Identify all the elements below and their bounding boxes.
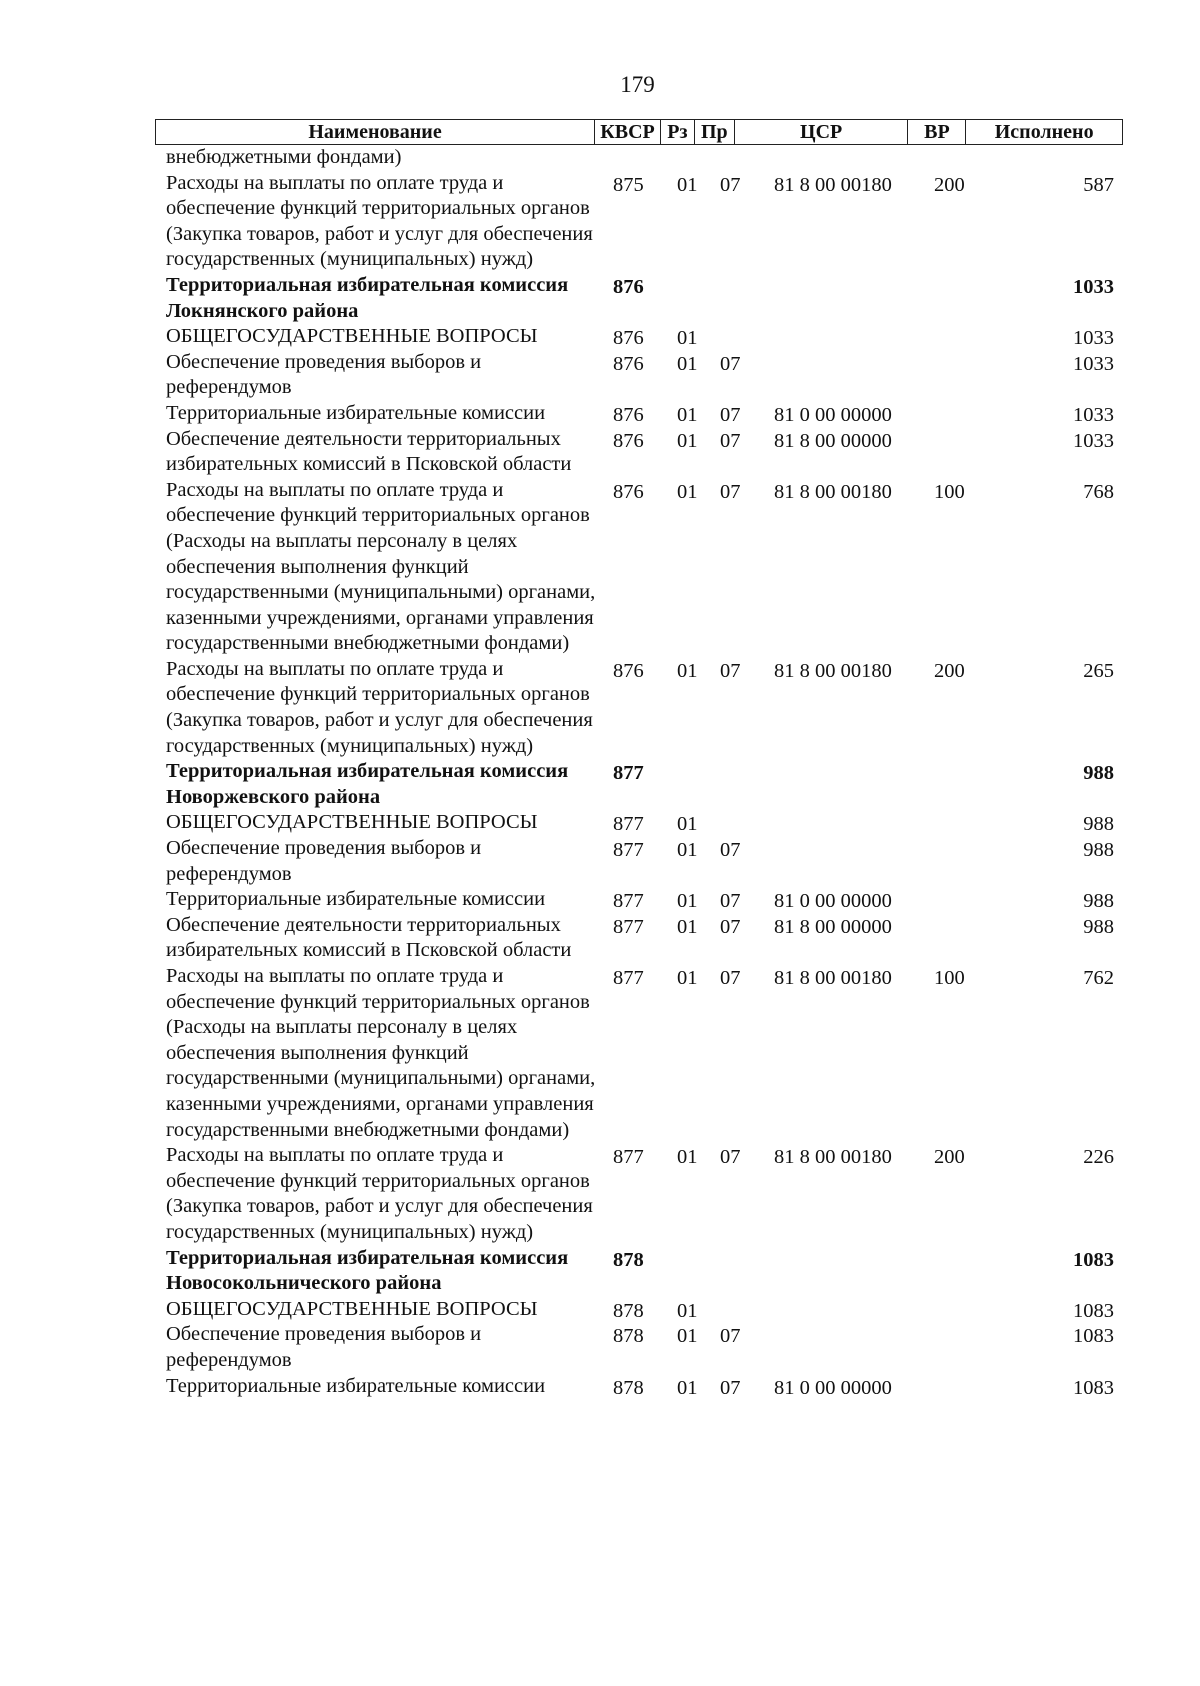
cell-rz: 01 bbox=[677, 890, 698, 913]
cell-rz: 01 bbox=[677, 327, 698, 350]
table-row bbox=[166, 273, 1114, 324]
cell-ispolneno: 988 bbox=[1083, 813, 1114, 836]
cell-csr: 81 8 00 00180 bbox=[774, 659, 892, 682]
cell-pr: 07 bbox=[720, 1325, 741, 1348]
cell-name: Территориальная избирательная комиссия Новоржевского района bbox=[166, 760, 569, 808]
cell-ispolneno: 988 bbox=[1083, 890, 1114, 913]
table-row bbox=[166, 427, 1114, 478]
table-row bbox=[166, 145, 1114, 171]
cell-ispolneno: 1033 bbox=[1073, 429, 1114, 452]
table-body bbox=[166, 145, 1114, 1399]
cell-rz: 01 bbox=[677, 1376, 698, 1399]
cell-ispolneno: 1033 bbox=[1073, 275, 1114, 298]
cell-kvsr: 877 bbox=[613, 762, 644, 785]
cell-name: Расходы на выплаты по оплате труда и обеспечение функций территориальных органов (Закупка товаров, работ и услуг для обеспечения государственных (муниципальных) нужд) bbox=[166, 1144, 593, 1243]
cell-name: Территориальная избирательная комиссия Новосокольнического района bbox=[166, 1246, 569, 1295]
header-rz: Рз bbox=[661, 120, 695, 144]
cell-ispolneno: 1083 bbox=[1073, 1376, 1114, 1399]
cell-name: ОБЩЕГОСУДАРСТВЕННЫЕ ВОПРОСЫ bbox=[166, 325, 538, 348]
cell-pr: 07 bbox=[720, 480, 741, 503]
cell-csr: 81 0 00 00000 bbox=[774, 403, 892, 426]
page-number: 179 bbox=[620, 72, 655, 97]
cell-name: Расходы на выплаты по оплате труда и обеспечение функций территориальных органов (Закупка товаров, работ и услуг для обеспечения государственных (муниципальных) нужд) bbox=[166, 171, 593, 271]
cell-ispolneno: 1033 bbox=[1073, 327, 1114, 350]
cell-rz: 01 bbox=[677, 967, 698, 989]
table-row bbox=[166, 1143, 1114, 1245]
cell-rz: 01 bbox=[677, 403, 698, 426]
cell-name: Расходы на выплаты по оплате труда и обеспечение функций территориальных органов (Закупка товаров, работ и услуг для обеспечения государственных (муниципальных) нужд) bbox=[166, 657, 593, 757]
cell-rz: 01 bbox=[677, 173, 698, 196]
header-pr: Пр bbox=[695, 120, 735, 144]
table-header bbox=[155, 119, 1123, 145]
cell-ispolneno: 988 bbox=[1083, 915, 1114, 938]
cell-pr: 07 bbox=[720, 352, 741, 375]
cell-rz: 01 bbox=[677, 352, 698, 375]
cell-rz: 01 bbox=[677, 659, 698, 682]
cell-kvsr: 878 bbox=[613, 1299, 644, 1322]
cell-csr: 81 8 00 00180 bbox=[774, 173, 892, 196]
cell-rz: 01 bbox=[677, 1325, 698, 1348]
cell-rz: 01 bbox=[677, 429, 698, 452]
cell-csr: 81 0 00 00000 bbox=[774, 890, 892, 913]
cell-kvsr: 877 bbox=[613, 890, 644, 913]
table-row bbox=[166, 478, 1114, 657]
header-name: Наименование bbox=[156, 120, 595, 144]
cell-name: Обеспечение проведения выборов и референдумов bbox=[166, 1323, 482, 1371]
cell-name: Обеспечение проведения выборов и референдумов bbox=[166, 350, 482, 399]
cell-rz: 01 bbox=[677, 839, 698, 862]
cell-kvsr: 876 bbox=[613, 275, 644, 298]
cell-ispolneno: 1033 bbox=[1073, 352, 1114, 375]
table-row bbox=[166, 887, 1114, 913]
cell-name: ОБЩЕГОСУДАРСТВЕННЫЕ ВОПРОСЫ bbox=[166, 811, 538, 834]
cell-kvsr: 877 bbox=[613, 967, 644, 989]
cell-ispolneno: 1083 bbox=[1073, 1299, 1114, 1322]
table-row bbox=[166, 1246, 1114, 1297]
cell-ispolneno: 1083 bbox=[1073, 1248, 1114, 1271]
cell-kvsr: 876 bbox=[613, 429, 644, 452]
table-row bbox=[166, 913, 1114, 964]
table-row bbox=[166, 350, 1114, 401]
cell-name: Обеспечение деятельности территориальных избирательных комиссий в Псковской области bbox=[166, 427, 572, 476]
cell-name: Территориальные избирательные комиссии bbox=[166, 888, 546, 911]
cell-ispolneno: 988 bbox=[1083, 839, 1114, 862]
cell-rz: 01 bbox=[677, 813, 698, 836]
cell-rz: 01 bbox=[677, 915, 698, 938]
cell-ispolneno: 587 bbox=[1083, 173, 1114, 196]
cell-name: Территориальные избирательные комиссии bbox=[166, 1374, 546, 1397]
cell-vr: 100 bbox=[934, 967, 965, 989]
cell-rz: 01 bbox=[677, 1146, 698, 1169]
cell-name: Обеспечение деятельности территориальных избирательных комиссий в Псковской области bbox=[166, 913, 572, 962]
cell-pr: 07 bbox=[720, 967, 741, 989]
table-row bbox=[166, 1297, 1114, 1323]
cell-kvsr: 876 bbox=[613, 480, 644, 503]
cell-pr: 07 bbox=[720, 839, 741, 862]
table-row bbox=[166, 964, 1114, 1143]
cell-csr: 81 0 00 00000 bbox=[774, 1376, 892, 1399]
cell-kvsr: 877 bbox=[613, 839, 644, 862]
table-row bbox=[166, 657, 1114, 759]
cell-kvsr: 878 bbox=[613, 1376, 644, 1399]
header-vr: ВР bbox=[908, 120, 966, 144]
cell-kvsr: 876 bbox=[613, 403, 644, 426]
table-row bbox=[166, 324, 1114, 350]
cell-name: ОБЩЕГОСУДАРСТВЕННЫЕ ВОПРОСЫ bbox=[166, 1297, 538, 1320]
cell-kvsr: 877 bbox=[613, 915, 644, 938]
table-row bbox=[166, 1322, 1114, 1373]
cell-kvsr: 878 bbox=[613, 1325, 644, 1348]
cell-kvsr: 876 bbox=[613, 659, 644, 682]
cell-vr: 200 bbox=[934, 173, 965, 196]
cell-csr: 81 8 00 00000 bbox=[774, 429, 892, 452]
table-row bbox=[166, 171, 1114, 273]
cell-rz: 01 bbox=[677, 480, 698, 503]
header-kvsr: КВСР bbox=[595, 120, 661, 144]
cell-csr: 81 8 00 00180 bbox=[774, 1146, 892, 1169]
cell-ispolneno: 265 bbox=[1083, 659, 1114, 682]
cell-csr: 81 8 00 00180 bbox=[774, 967, 892, 989]
cell-kvsr: 877 bbox=[613, 1146, 644, 1169]
cell-pr: 07 bbox=[720, 915, 741, 938]
cell-name: Обеспечение проведения выборов и референдумов bbox=[166, 837, 482, 885]
cell-ispolneno: 1083 bbox=[1073, 1325, 1114, 1348]
cell-name: внебюджетными фондами) bbox=[166, 146, 402, 168]
cell-pr: 07 bbox=[720, 429, 741, 452]
table-row bbox=[166, 1374, 1114, 1400]
cell-name: Расходы на выплаты по оплате труда и обеспечение функций территориальных органов (Расходы на выплаты персоналу в целях обеспечения выполнения функций государственными (муниципальными) органами, казенными учреждениями, органами управления государственными внебюджетными фондами) bbox=[166, 965, 596, 1141]
header-csr: ЦСР bbox=[735, 120, 909, 144]
cell-csr: 81 8 00 00000 bbox=[774, 915, 892, 938]
cell-name: Расходы на выплаты по оплате труда и обеспечение функций территориальных органов (Расходы на выплаты персоналу в целях обеспечения выполнения функций государственными (муниципальными) органами, казенными учреждениями, органами управления государственными внебюджетными фондами) bbox=[166, 478, 596, 655]
table-row bbox=[166, 759, 1114, 810]
cell-pr: 07 bbox=[720, 890, 741, 913]
cell-pr: 07 bbox=[720, 1376, 741, 1399]
cell-vr: 100 bbox=[934, 480, 965, 503]
cell-pr: 07 bbox=[720, 403, 741, 426]
cell-pr: 07 bbox=[720, 173, 741, 196]
cell-vr: 200 bbox=[934, 1146, 965, 1169]
cell-kvsr: 876 bbox=[613, 352, 644, 375]
cell-vr: 200 bbox=[934, 659, 965, 682]
cell-kvsr: 875 bbox=[613, 173, 644, 196]
cell-ispolneno: 226 bbox=[1083, 1146, 1114, 1169]
cell-ispolneno: 1033 bbox=[1073, 403, 1114, 426]
table-row bbox=[166, 401, 1114, 427]
cell-ispolneno: 988 bbox=[1083, 762, 1114, 785]
cell-name: Территориальная избирательная комиссия Локнянского района bbox=[166, 273, 569, 322]
cell-csr: 81 8 00 00180 bbox=[774, 480, 892, 503]
cell-rz: 01 bbox=[677, 1299, 698, 1322]
cell-ispolneno: 768 bbox=[1083, 480, 1114, 503]
table-row bbox=[166, 836, 1114, 887]
cell-ispolneno: 762 bbox=[1083, 967, 1114, 989]
cell-kvsr: 878 bbox=[613, 1248, 644, 1271]
cell-pr: 07 bbox=[720, 659, 741, 682]
header-ispolneno: Исполнено bbox=[994, 120, 1094, 143]
cell-name: Территориальные избирательные комиссии bbox=[166, 401, 546, 424]
cell-pr: 07 bbox=[720, 1146, 741, 1169]
cell-kvsr: 876 bbox=[613, 327, 644, 350]
table-row bbox=[166, 810, 1114, 836]
cell-kvsr: 877 bbox=[613, 813, 644, 836]
